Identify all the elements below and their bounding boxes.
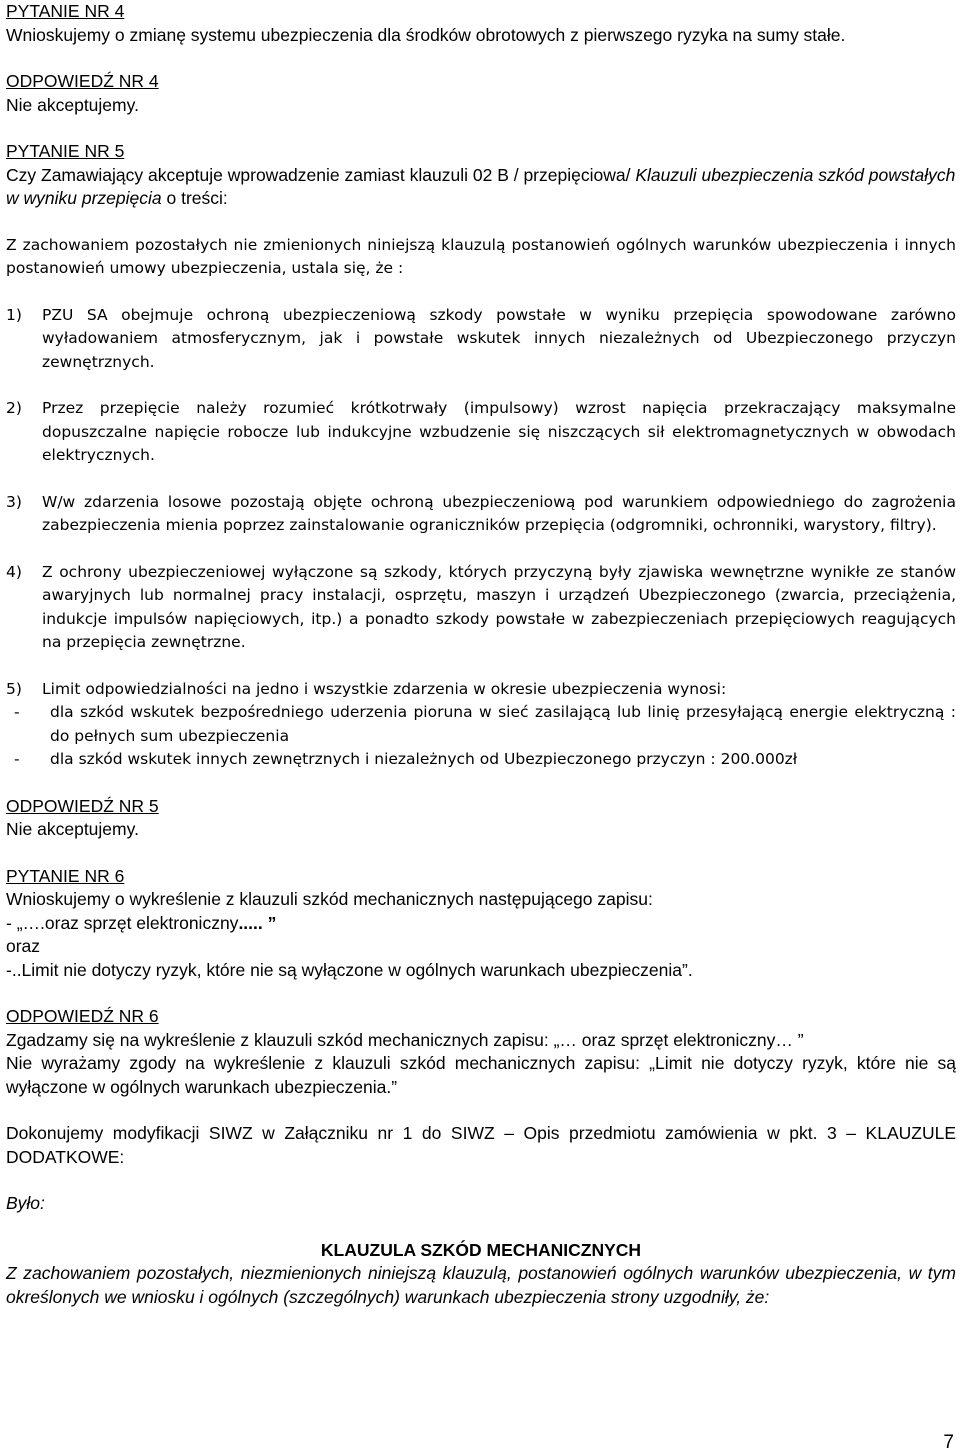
clause-item-text: Przez przepięcie należy rozumieć krótkotrwały (impulsowy) wzrost napięcia przekraczający maksymalne dopuszczalne napięcie robocze lub indukcyjne wzbudzenie się niszczących sił elektromagnetycznych w obwodach elektrycznych.	[42, 399, 956, 464]
clause-item-text: Limit odpowiedzialności na jedno i wszystkie zdarzenia w okresie ubezpieczenia wynosi:	[42, 679, 727, 698]
answer-4-text: Nie akceptujemy.	[6, 94, 139, 115]
question-6-line-1	[6, 912, 956, 936]
limit-dash-item-1	[6, 701, 956, 748]
clause-item-text: PZU SA obejmuje ochroną ubezpieczeniową szkody powstałe w wyniku przepięcia spowodowane zarówno wyładowaniem atmosferycznym, jak i powstałe wskutek innych niezależnych od Ubezpieczonego przyczyn zewnętrznych.	[42, 305, 956, 371]
question-4-heading: PYTANIE NR 4	[6, 1, 125, 21]
clause-item-text: W/w zdarzenia losowe pozostają objęte ochroną ubezpieczeniową pod warunkiem odpowiedniego do zagrożenia zabezpieczenia mienia poprzez zainstalowanie ograniczników przepięcia (odgromniki, ochronniki, warystory, filtry).	[42, 492, 956, 534]
dash-mark: -	[14, 750, 20, 768]
dash-text: dla szkód wskutek bezpośredniego uderzenia pioruna w sieć zasilającą lub linię przesyłającą energie elektryczną : do pełnych sum ubezpieczenia	[50, 703, 956, 745]
question-6-heading: PYTANIE NR 6	[6, 865, 125, 886]
clause-item-number: 3)	[6, 492, 22, 511]
clause-text: Z zachowaniem pozostałych, niezmienionych niniejszą klauzulą, postanowień ogólnych warunków ubezpieczenia, w tym określonych we wniosku i ogólnych (szczególnych) warunkach ubezpieczenia strony uzgodniły, że:	[6, 1263, 956, 1307]
answer-4-heading: ODPOWIEDŹ NR 4	[6, 71, 159, 91]
modification-text: Dokonujemy modyfikacji SIWZ w Załączniku nr 1 do SIWZ – Opis przedmiotu zamówienia w pkt. 3 – KLAUZULE DODATKOWE:	[6, 1123, 956, 1167]
question-6-line-1-plain: - „….oraz sprzęt elektroniczny	[6, 912, 239, 933]
clause-item-text: Z ochrony ubezpieczeniowej wyłączone są szkody, których przyczyną były zjawiska wewnętrzne wynikłe ze stanów awaryjnych lub normalnej pracy instalacji, osprzętu, maszyn i urządzeń Ubezpieczonego (zwarcia, przeciążenia, indukcje impulsów napięciowych, itp.) a ponadto szkody powstałe w zabezpieczeniach przepięciowych reagujących na przepięcia zewnętrzne.	[42, 562, 956, 651]
answer-5-heading: ODPOWIEDŹ NR 5	[6, 795, 159, 816]
question-5-intro	[6, 164, 956, 211]
limit-dash-item-2	[6, 748, 956, 772]
answer-6-text-2: Nie wyrażamy zgody na wykreślenie z klauzuli szkód mechanicznych zapisu: „Limit nie dotyczy ryzyk, które nie są wyłączone w ogólnych warunkach ubezpieczenia.”	[6, 1053, 956, 1097]
clause-item-1	[6, 304, 956, 375]
question-5-intro-plain: Czy Zamawiający akceptuje wprowadzenie zamiast klauzuli 02 B / przepięciowa/	[6, 164, 636, 185]
dash-mark: -	[14, 703, 20, 721]
answer-5-text: Nie akceptujemy.	[6, 819, 139, 839]
question-6-text: Wnioskujemy o wykreślenie z klauzuli szkód mechanicznych następującego zapisu:	[6, 889, 653, 909]
clause-item-5	[6, 678, 956, 702]
answer-6-text-1: Zgadzamy się na wykreślenie z klauzuli szkód mechanicznych zapisu: „… oraz sprzęt elektroniczny… ”	[6, 1029, 804, 1050]
answer-6-heading: ODPOWIEDŹ NR 6	[6, 1006, 159, 1026]
page-number: 7	[943, 1432, 954, 1453]
question-4-text: Wnioskujemy o zmianę systemu ubezpieczenia dla środków obrotowych z pierwszego ryzyka na sumy stałe.	[6, 24, 846, 45]
question-6-line-3: -..Limit nie dotyczy ryzyk, które nie są wyłączone w ogólnych warunkach ubezpieczenia”.	[6, 959, 693, 980]
question-5-heading: PYTANIE NR 5	[6, 141, 125, 161]
clause-item-number: 1)	[6, 305, 22, 324]
dash-text: dla szkód wskutek innych zewnętrznych i niezależnych od Ubezpieczonego przyczyn : 200.000zł	[50, 750, 798, 768]
question-6-line-2: oraz	[6, 936, 41, 956]
clause-item-number: 5)	[6, 679, 22, 698]
bylo-label: Było:	[6, 1193, 45, 1213]
question-5-intro-italic: Klauzuli ubezpieczenia szkód powstałych w wyniku przepięcia	[6, 164, 956, 208]
clause-title: KLAUZULA SZKÓD MECHANICZNYCH	[320, 1239, 642, 1260]
question-5-intro-tail: o treści:	[161, 188, 228, 208]
clause-item-2	[6, 397, 956, 468]
clause-item-3	[6, 491, 956, 538]
question-6-line-1-bold: ..... ”	[238, 912, 277, 933]
clause-item-number: 2)	[6, 399, 22, 417]
document-page	[6, 0, 956, 1309]
clause-intro: Z zachowaniem pozostałych nie zmienionych niniejszą klauzulą postanowień ogólnych warunków ubezpieczenia i innych postanowień umowy ubezpieczenia, ustala się, że :	[6, 235, 956, 277]
clause-item-number: 4)	[6, 562, 22, 581]
clause-item-4	[6, 561, 956, 655]
